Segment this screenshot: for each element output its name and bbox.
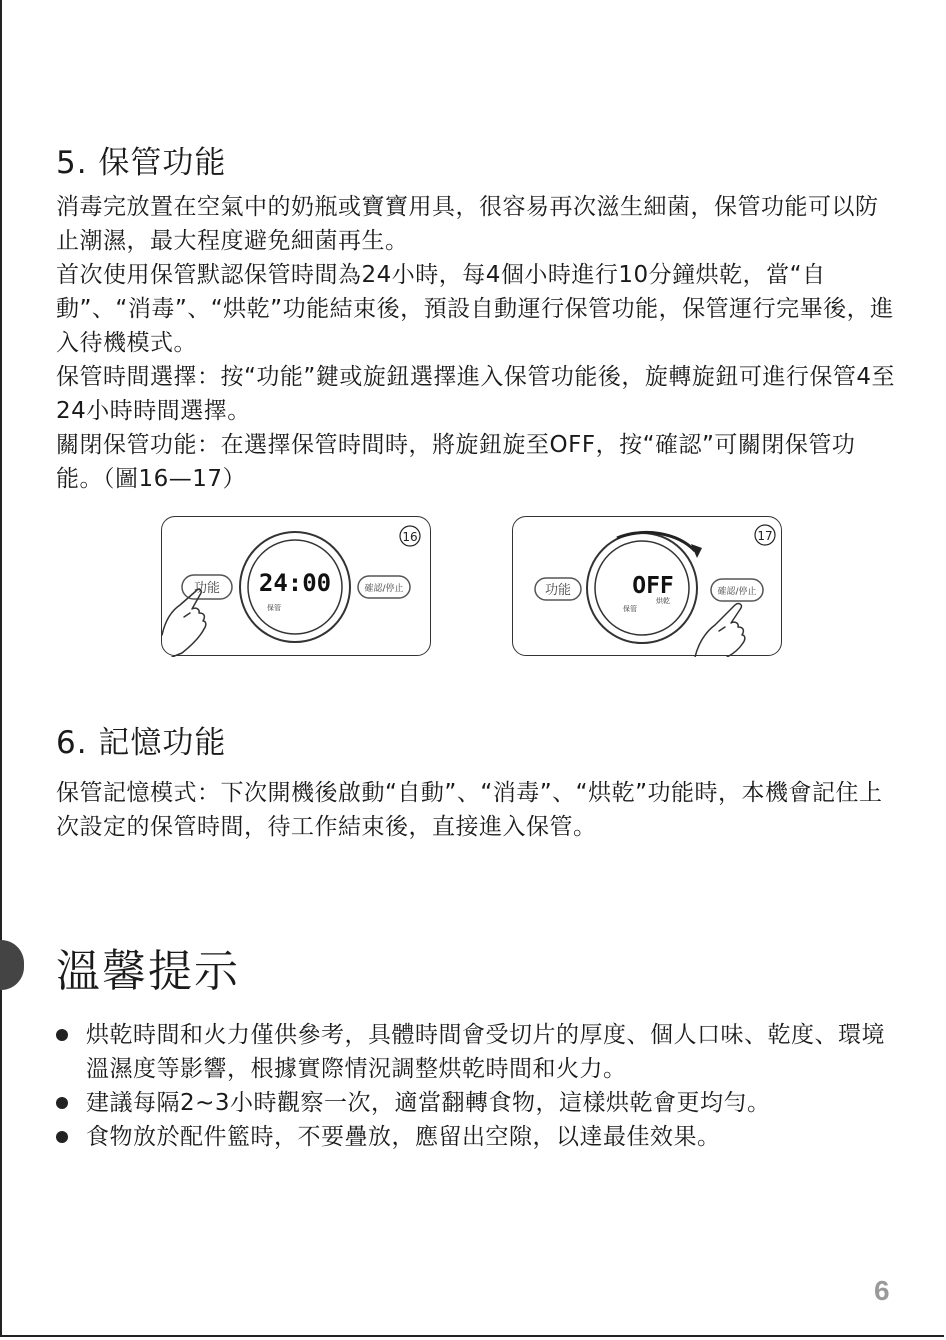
confirm-stop-button-label: 確認/停止 [364,584,404,594]
bullet-dot-icon [56,1097,68,1109]
display-mode-label: 保管 [267,604,281,612]
page-number: 6 [874,1275,890,1306]
tips-title: 溫馨提示 [56,946,240,997]
display-time: 24:00 [258,569,332,597]
section-5-title: 5. 保管功能 [56,145,227,181]
figure-17-drawing [513,517,783,657]
bullet-dot-icon [56,1131,68,1143]
tip-text: 建議每隔2~3小時觀察一次，適當翻轉食物，這樣烘乾會更均勻。 [86,1090,771,1116]
function-button-label: 功能 [544,583,572,598]
section-6-paragraph: 保管記憶模式：下次開機後啟動“自動”、“消毒”、“烘乾”功能時，本機會記住上次設定的保管時間，待工作結束後，直接進入保管。 [56,780,883,840]
section-5-paragraph-2: 首次使用保管默認保管時間為24小時，每4個小時進行10分鐘烘乾，當“自動”、“消毒”、“烘乾”功能結束後，預設自動運行保管功能，保管運行完畢後，進入待機模式。 [56,262,894,356]
section-5-paragraph-3: 保管時間選擇：按“功能”鍵或旋鈕選擇進入保管功能後，旋轉旋鈕可進行保管4至24小時時間選擇。 [56,364,895,424]
list-item [56,1086,896,1120]
display-mode-label: 保管 [623,605,637,613]
section-6-title: 6. 記憶功能 [56,725,227,761]
tip-text: 食物放於配件籃時，不要疊放，應留出空隙，以達最佳效果。 [86,1124,721,1150]
tip-text: 烘乾時間和火力僅供參考，具體時間會受切片的厚度、個人口味、乾度、環境溫濕度等影響，根據實際情況調整烘乾時間和火力。 [86,1022,885,1082]
figure-number: 17 [757,529,773,543]
figure-16-drawing [162,517,432,657]
figure-16-control-panel [161,516,431,656]
display-off: OFF [632,573,674,599]
figure-number: 16 [402,530,418,544]
figure-17-control-panel [512,516,782,656]
confirm-stop-button-label: 確認/停止 [717,587,757,597]
tips-list [56,1018,896,1154]
section-5-paragraph-1: 消毒完放置在空氣中的奶瓶或寶寶用具，很容易再次滋生細菌，保管功能可以防止潮濕，最大程度避免細菌再生。 [56,194,879,254]
display-dry-label: 烘乾 [656,597,670,605]
rotate-arrowhead-icon [691,544,702,558]
bullet-dot-icon [56,1029,68,1041]
list-item [56,1018,896,1086]
section-6-body [56,776,896,844]
section-5-paragraph-4: 關閉保管功能：在選擇保管時間時，將旋鈕旋至OFF，按“確認”可關閉保管功能。（圖16—17） [56,432,856,492]
section-5-body [56,190,896,496]
pointing-hand-icon [695,604,745,657]
list-item [56,1120,896,1154]
function-button-label: 功能 [193,581,221,596]
